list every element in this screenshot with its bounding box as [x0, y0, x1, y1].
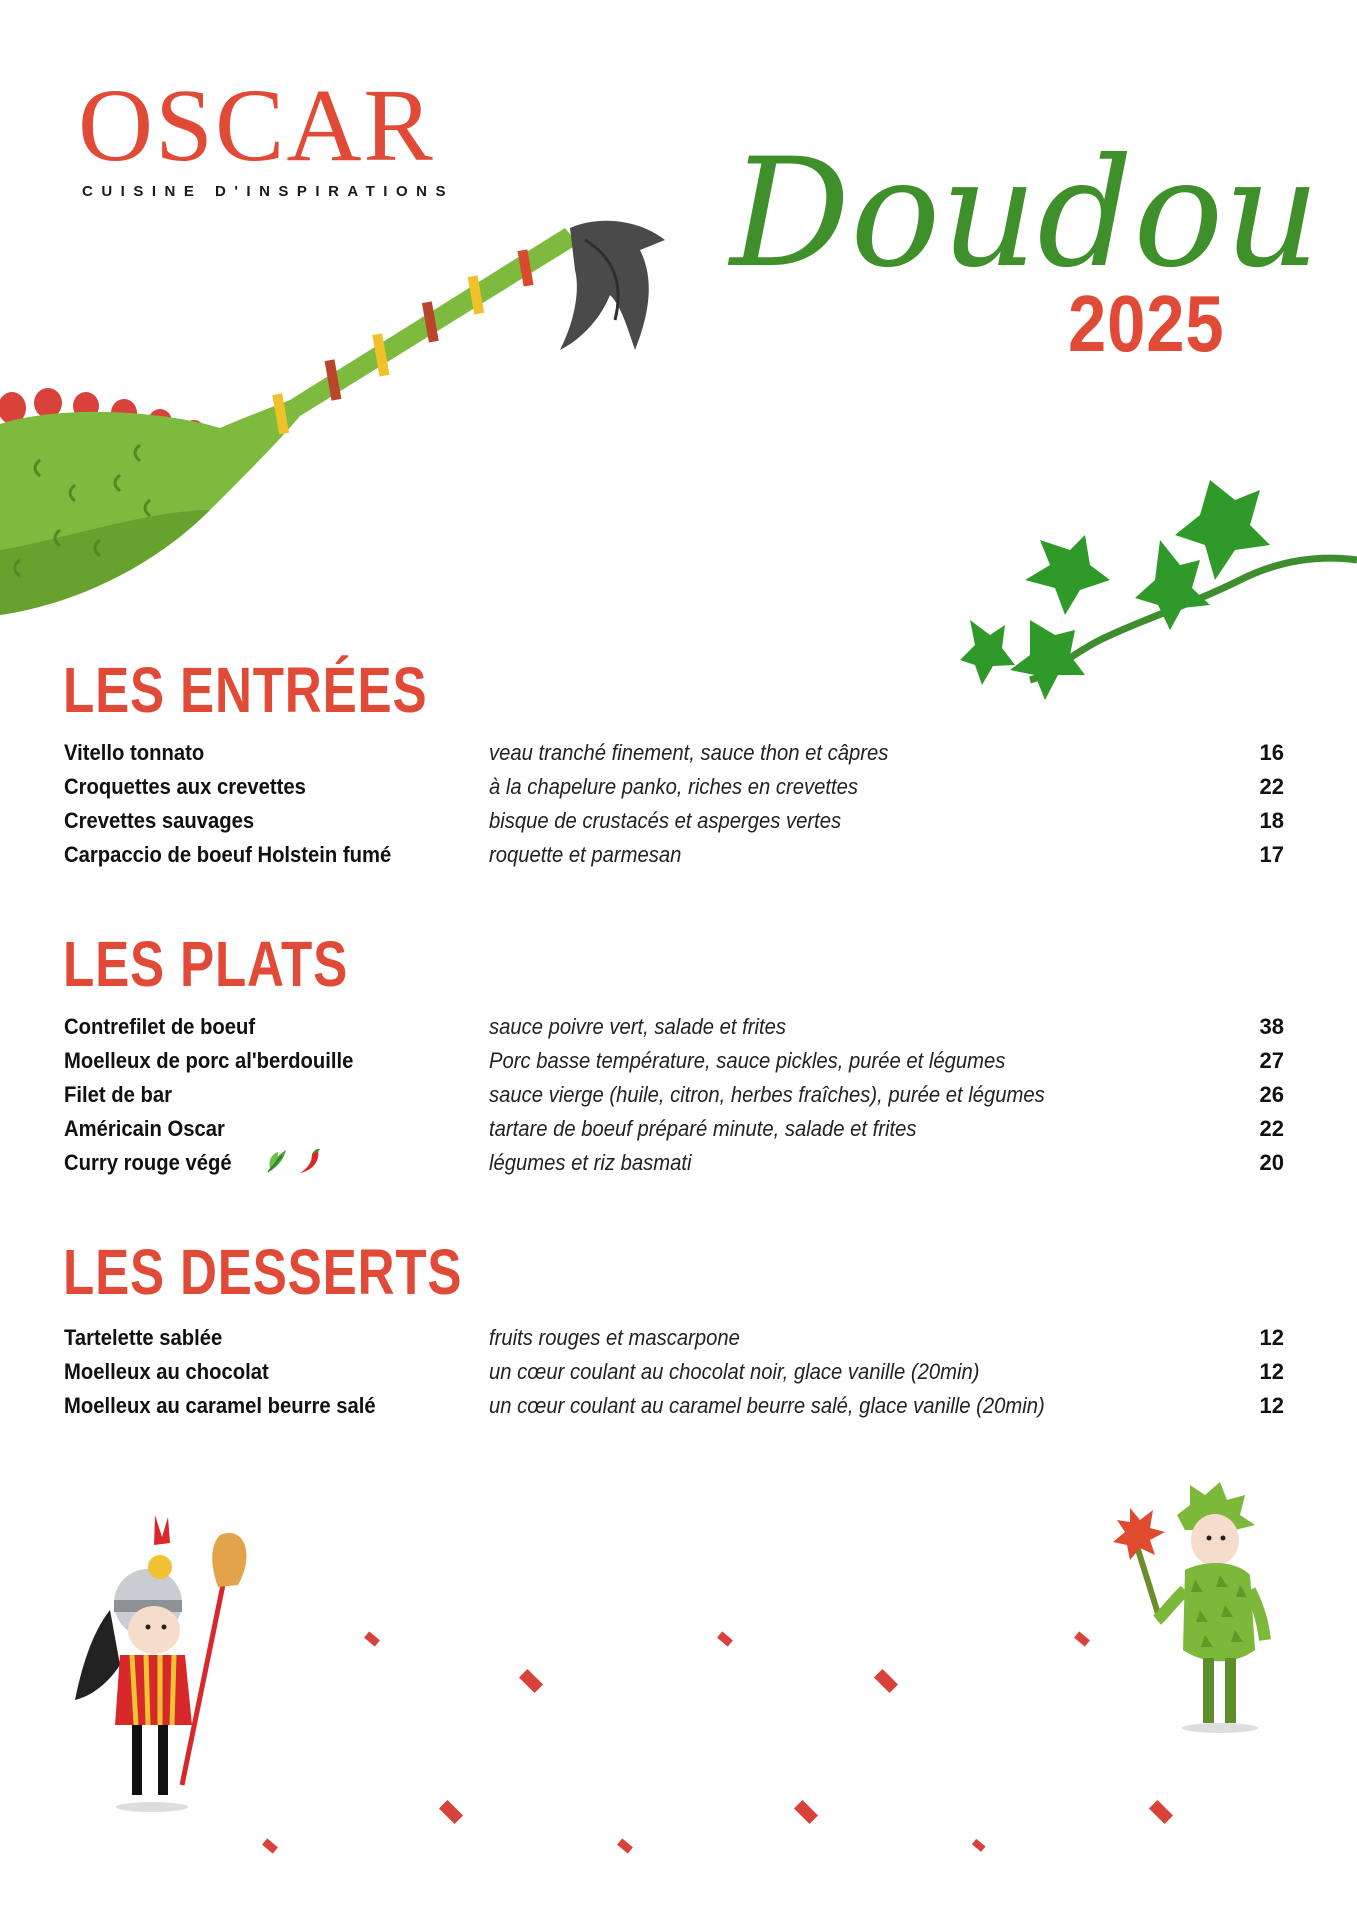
item-price: 22	[1259, 1116, 1284, 1141]
item-price: 22	[1259, 774, 1284, 799]
section-title-desserts: LES DESSERTS	[63, 1236, 463, 1308]
item-description: bisque de crustacés et asperges vertes	[489, 808, 842, 833]
item-description: légumes et riz basmati	[489, 1150, 692, 1175]
dragon-tail-illustration	[0, 210, 680, 630]
ivy-branch-illustration	[960, 470, 1357, 730]
menu-item	[0, 1014, 1357, 1044]
menu-item	[0, 1116, 1357, 1146]
item-name: Contrefilet de boeuf	[64, 1014, 256, 1039]
section-title-entrees: LES ENTRÉES	[63, 654, 428, 726]
item-price: 12	[1259, 1359, 1284, 1384]
item-name: Tartelette sablée	[64, 1325, 223, 1350]
item-price: 38	[1259, 1014, 1284, 1039]
item-name: Crevettes sauvages	[64, 808, 255, 833]
menu-item	[0, 1359, 1357, 1389]
item-description: un cœur coulant au chocolat noir, glace vanille (20min)	[489, 1359, 980, 1384]
menu-item	[0, 808, 1357, 838]
menu-item	[0, 842, 1357, 872]
item-name: Moelleux de porc al'berdouille	[64, 1048, 354, 1073]
item-description: un cœur coulant au caramel beurre salé, glace vanille (20min)	[489, 1393, 1045, 1418]
item-price: 20	[1259, 1150, 1284, 1175]
event-title-text: Doudou	[730, 127, 1321, 301]
event-year: 2025	[1068, 279, 1225, 368]
confetti-decoration	[0, 1620, 1357, 1860]
menu-item	[0, 1325, 1357, 1355]
item-name: Curry rouge végé	[64, 1150, 232, 1175]
item-name: Américain Oscar	[64, 1116, 225, 1141]
item-description: roquette et parmesan	[489, 842, 682, 867]
section-title-plats: LES PLATS	[63, 928, 349, 1000]
brand-tagline: CUISINE D'INSPIRATIONS	[82, 183, 454, 200]
menu-item	[0, 1082, 1357, 1112]
item-price: 12	[1259, 1325, 1284, 1350]
brand-logo: OSCAR	[78, 68, 435, 183]
item-price: 12	[1259, 1393, 1284, 1418]
item-price: 27	[1259, 1048, 1284, 1073]
item-name: Filet de bar	[64, 1082, 172, 1107]
item-name: Vitello tonnato	[64, 740, 205, 765]
menu-item	[0, 774, 1357, 804]
item-description: à la chapelure panko, riches en crevettes	[489, 774, 859, 799]
item-price: 26	[1259, 1082, 1284, 1107]
chili-pepper-icon	[296, 1146, 324, 1176]
item-price: 17	[1259, 842, 1284, 867]
menu-item	[0, 1150, 1357, 1180]
item-description: Porc basse température, sauce pickles, purée et légumes	[489, 1048, 1006, 1073]
item-name: Moelleux au caramel beurre salé	[64, 1393, 376, 1418]
menu-item	[0, 740, 1357, 770]
item-description: veau tranché finement, sauce thon et câpres	[489, 740, 889, 765]
item-description: fruits rouges et mascarpone	[489, 1325, 740, 1350]
menu-item	[0, 1393, 1357, 1423]
item-description: sauce vierge (huile, citron, herbes fraîches), purée et légumes	[489, 1082, 1045, 1107]
item-name: Carpaccio de boeuf Holstein fumé	[64, 842, 392, 867]
herb-icon	[264, 1146, 292, 1176]
menu-item	[0, 1048, 1357, 1078]
item-name: Moelleux au chocolat	[64, 1359, 269, 1384]
item-price: 16	[1259, 740, 1284, 765]
item-description: sauce poivre vert, salade et frites	[489, 1014, 787, 1039]
item-description: tartare de boeuf préparé minute, salade et frites	[489, 1116, 917, 1141]
item-price: 18	[1259, 808, 1284, 833]
item-name: Croquettes aux crevettes	[64, 774, 306, 799]
